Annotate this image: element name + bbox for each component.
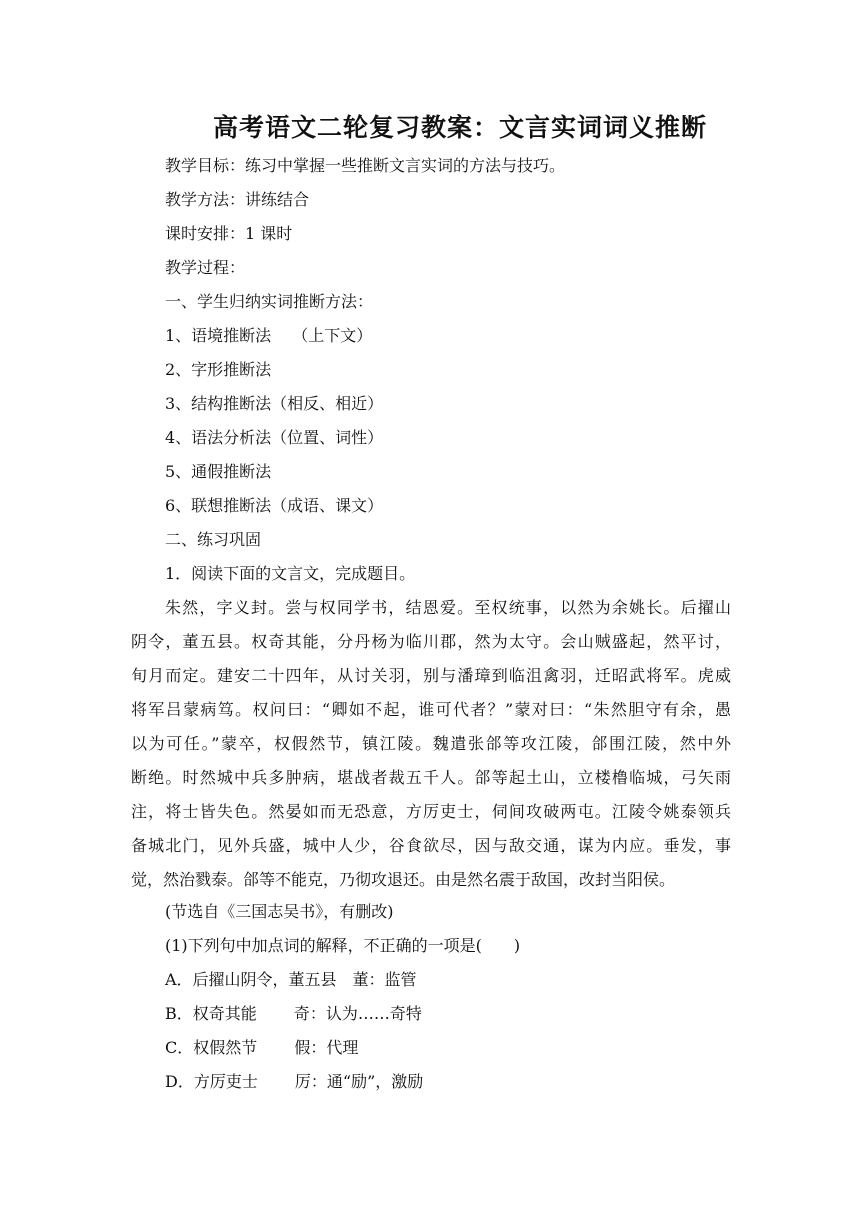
method-item: 1、语境推断法 （上下文）: [165, 326, 373, 345]
method-item: 6、联想推断法（成语、课文）: [165, 496, 384, 515]
passage-line: 觉，然治戮泰。郃等不能克，乃彻攻退还。由是然名震于敌国，改封当阳侯。: [131, 870, 676, 889]
teaching-process: 教学过程：: [165, 258, 246, 277]
passage-line: 朱然，字义封。尝与权同学书，结恩爱。至权统事，以然为余姚长。后擢山: [165, 598, 731, 617]
teaching-method: 教学方法：讲练结合: [165, 190, 310, 209]
method-item: 5、通假推断法: [165, 462, 272, 481]
passage-line: 以为可任。”蒙卒，权假然节，镇江陵。魏遣张郃等攻江陵，郃围江陵，然中外: [131, 734, 731, 753]
passage-line: 将军吕蒙病笃。权问曰：“卿如不起，谁可代者？”蒙对曰：“朱然胆守有余，愚: [131, 700, 731, 719]
method-item: 4、语法分析法（位置、词性）: [165, 428, 384, 447]
exercise-instruction: 1．阅读下面的文言文，完成题目。: [165, 564, 416, 583]
section-heading-methods: 一、学生归纳实词推断方法：: [165, 292, 374, 311]
passage-line: 备城北门，见外兵盛，城中人少，谷食欲尽，因与敌交通，谋为内应。垂发，事: [131, 836, 731, 855]
source-note: (节选自《三国志吴书》，有删改): [165, 902, 394, 921]
class-schedule: 课时安排：1 课时: [165, 224, 293, 243]
method-item: 2、字形推断法: [165, 360, 272, 379]
passage-line: 断绝。时然城中兵多肿病，堪战者裁五千人。郃等起土山，立楼橹临城，弓矢雨: [131, 768, 731, 787]
method-item: 3、结构推断法（相反、相近）: [165, 394, 384, 413]
teaching-goal: 教学目标：练习中掌握一些推断文言实词的方法与技巧。: [165, 156, 566, 175]
option-b: B．权奇其能 奇：认为……奇特: [165, 1004, 422, 1023]
option-d: D．方厉吏士 厉：通“励”，激励: [165, 1072, 424, 1091]
section-heading-practice: 二、练习巩固: [165, 530, 262, 549]
passage-line: 阴令，董五县。权奇其能，分丹杨为临川郡，然为太守。会山贼盛起，然平讨，: [131, 632, 731, 651]
classical-passage: [131, 591, 731, 897]
option-a: A．后擢山阴令，董五县 董：监管: [165, 970, 417, 989]
passage-line: 旬月而定。建安二十四年，从讨关羽，别与潘璋到临沮禽羽，迁昭武将军。虎威: [131, 666, 731, 685]
passage-line: 注，将士皆失色。然晏如而无恐意，方厉吏士，伺间攻破两屯。江陵令姚泰领兵: [131, 802, 731, 821]
document-title: 高考语文二轮复习教案：文言实词词义推断: [212, 113, 707, 142]
question-stem: (1)下列句中加点词的解释，不正确的一项是( ): [165, 936, 521, 955]
option-c: C．权假然节 假：代理: [165, 1038, 359, 1057]
